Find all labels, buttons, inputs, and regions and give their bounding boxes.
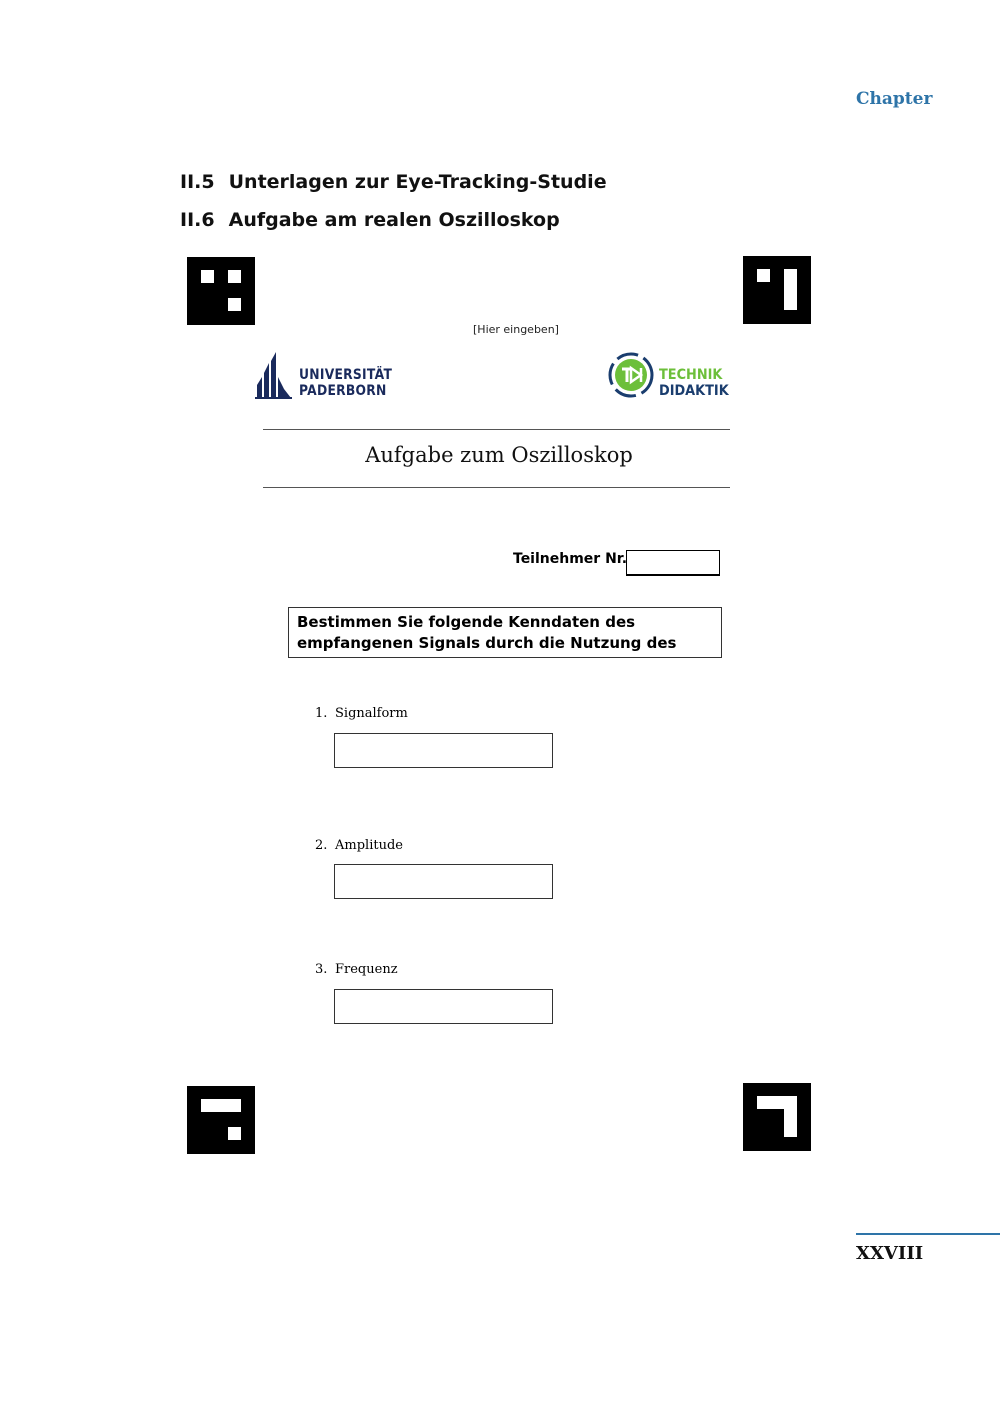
technik-line: TECHNIK (659, 367, 723, 383)
header-placeholder[interactable]: [Hier eingeben] (473, 323, 559, 336)
university-line-1: UNIVERSITÄT (299, 367, 393, 383)
fiducial-marker-top-right (743, 256, 811, 324)
university-paderborn-logo (255, 351, 405, 401)
title-rule-top (263, 429, 730, 430)
section-heading-2-6 (180, 209, 560, 231)
participant-number-field[interactable] (626, 550, 720, 576)
question-3-label (315, 962, 398, 977)
question-text: Signalform (335, 706, 408, 721)
question-text: Frequenz (335, 962, 398, 977)
university-line-2: PADERBORN (299, 383, 387, 399)
section-heading-2-5 (180, 171, 607, 193)
section-title: Aufgabe am realen Oszilloskop (228, 209, 560, 231)
question-text: Amplitude (335, 838, 403, 853)
page-number: XXVIII (856, 1243, 924, 1264)
fiducial-marker-top-left (187, 257, 255, 325)
technik-didaktik-wordmark (659, 367, 729, 399)
frequenz-answer-field[interactable] (334, 989, 553, 1024)
instruction-box: Bestimmen Sie folgende Kenndaten des empfangenen Signals durch die Nutzung des (288, 607, 722, 658)
section-number: II.5 (180, 171, 215, 193)
technik-didaktik-logo (607, 351, 747, 401)
section-title: Unterlagen zur Eye-Tracking-Studie (228, 171, 607, 193)
question-2-label (315, 838, 403, 853)
participant-number-label: Teilnehmer Nr. (513, 551, 628, 567)
question-1-label (315, 706, 408, 721)
question-number: 2. (315, 838, 328, 853)
signalform-answer-field[interactable] (334, 733, 553, 768)
fiducial-marker-bottom-right (743, 1083, 811, 1151)
technik-didaktik-emblem-icon (607, 351, 657, 401)
amplitude-answer-field[interactable] (334, 864, 553, 899)
chapter-label: Chapter (856, 89, 933, 109)
university-wordmark (299, 367, 392, 399)
question-number: 1. (315, 706, 328, 721)
didaktik-line: DIDAKTIK (659, 383, 729, 399)
university-paderborn-emblem-icon (255, 351, 295, 401)
title-rule-bottom (263, 487, 730, 488)
fiducial-marker-bottom-left (187, 1086, 255, 1154)
footer-rule (856, 1233, 1000, 1235)
section-number: II.6 (180, 209, 215, 231)
worksheet-title: Aufgabe zum Oszilloskop (365, 443, 633, 467)
question-number: 3. (315, 962, 328, 977)
